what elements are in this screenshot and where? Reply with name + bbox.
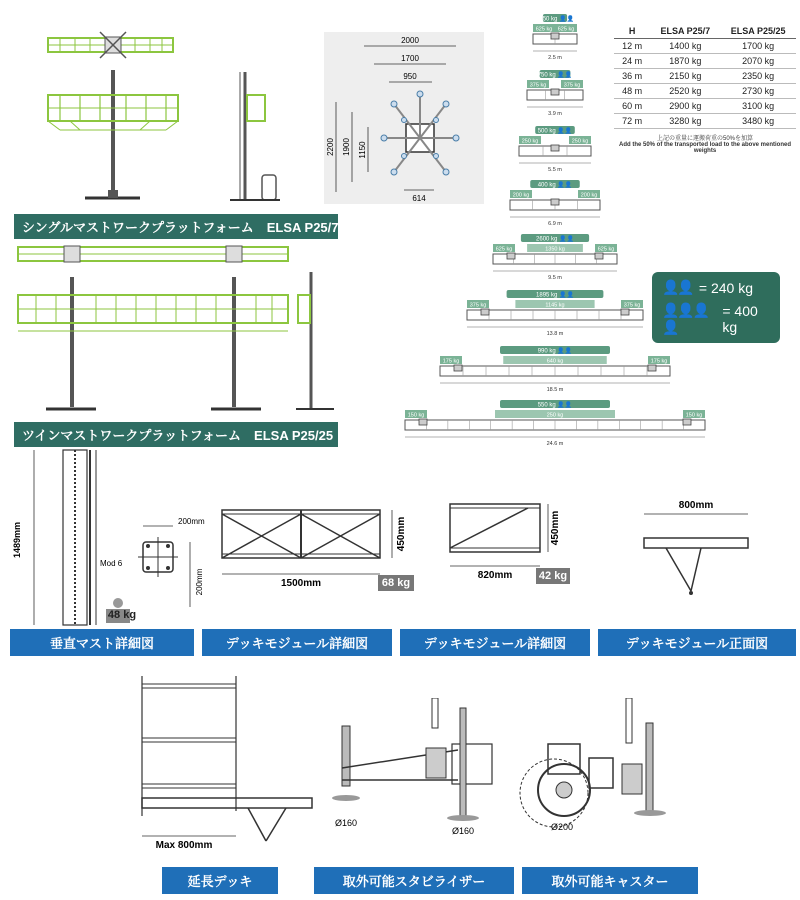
deck-detail-caption-1: デッキモジュール詳細図: [202, 629, 392, 656]
stabilizer-caption: 取外可能スタビライザー: [314, 867, 514, 894]
cell: 3480 kg: [720, 114, 796, 129]
load-side-left: 250 kg: [521, 138, 539, 145]
deck2-length: 820mm: [477, 570, 513, 581]
legend-row-two: [652, 276, 780, 299]
mast-block: [621, 309, 629, 315]
load-center-label: 640 kg: [546, 358, 564, 365]
deck-width-label: 5.5 m: [548, 167, 562, 173]
ext-deck-max: Max 800mm: [155, 840, 213, 851]
deck1-weight: 68 kg: [378, 575, 414, 591]
load-side-right: 625 kg: [597, 246, 615, 253]
table-row: [614, 39, 796, 54]
load-table-header: [614, 24, 796, 39]
cell: 12 m: [614, 39, 650, 54]
mod6-drawing: [98, 512, 218, 622]
cell: 1870 kg: [650, 54, 720, 69]
mast-block: [648, 365, 656, 371]
load-side-right: 250 kg: [571, 138, 589, 145]
deck-width-label: 3.9 m: [548, 111, 562, 117]
legend-four-value: = 400 kg: [722, 303, 758, 335]
mast-block: [551, 33, 559, 39]
cell: 2900 kg: [650, 99, 720, 114]
load-center-label: 250 kg: [546, 412, 564, 419]
cell: 1700 kg: [720, 39, 796, 54]
mast-block: [454, 365, 462, 371]
deck-width-label: 24.6 m: [546, 441, 564, 447]
deck-width-label: 13.8 m: [546, 331, 564, 337]
load-side-left: 375 kg: [469, 302, 487, 309]
deck-width-label: 18.5 m: [546, 387, 564, 393]
deck-width-label: 2.5 m: [548, 55, 562, 61]
col-h: H: [614, 24, 650, 39]
dim-1700: 1700: [401, 54, 419, 63]
cell: 72 m: [614, 114, 650, 129]
table-row: [614, 84, 796, 99]
load-total-label: 750 kg 👤👤: [537, 72, 573, 79]
mast-block: [595, 253, 603, 259]
load-total-label: 1250 kg 👤👤: [536, 16, 574, 23]
caster-d: Ø200: [550, 822, 574, 832]
mast-height-label: 1489mm: [12, 521, 22, 559]
cell: 2070 kg: [720, 54, 796, 69]
col-p25-25: ELSA P25/25: [720, 24, 796, 39]
cell: 1400 kg: [650, 39, 720, 54]
table-note-en: Add the 50% of the transported load to the above mentioned weights: [618, 142, 791, 154]
load-side-left: 625 kg: [495, 246, 513, 253]
table-row: [614, 114, 796, 129]
twin-mast-drawing: [16, 237, 336, 422]
mast-block: [419, 419, 427, 425]
deck-front-width: 800mm: [678, 500, 714, 511]
load-side-right: 175 kg: [650, 358, 668, 365]
cell: 3100 kg: [720, 99, 796, 114]
deck-detail-caption-2: デッキモジュール詳細図: [400, 629, 590, 656]
mast-block: [551, 89, 559, 95]
load-table-panel: [614, 24, 796, 154]
stabilizer-drawing: [328, 698, 498, 838]
load-total-label: 1895 kg 👤👤: [536, 292, 574, 299]
mast-block: [683, 419, 691, 425]
table-row: [614, 54, 796, 69]
dim-2200: 2200: [326, 138, 335, 156]
dim-1900: 1900: [342, 138, 351, 156]
deck-front-drawing: [636, 496, 756, 606]
mast-block: [551, 145, 559, 151]
mast-block: [507, 253, 515, 259]
load-total-label: 400 kg 👤👤: [537, 182, 573, 189]
cell: 48 m: [614, 84, 650, 99]
stab-d1: Ø160: [334, 818, 358, 828]
load-side-left: 375 kg: [529, 82, 547, 89]
deck1-length: 1500mm: [280, 578, 322, 589]
two-person-icon: 👤👤: [662, 279, 693, 295]
legend-row-four: [652, 299, 780, 339]
load-total-label: 990 kg 👤👤: [537, 348, 573, 355]
mod6-height: 200mm: [195, 568, 204, 596]
load-side-right: 375 kg: [623, 302, 641, 309]
cell: 2520 kg: [650, 84, 720, 99]
extension-deck-drawing: [136, 676, 326, 856]
cell: 2730 kg: [720, 84, 796, 99]
col-p25-7: ELSA P25/7: [650, 24, 720, 39]
load-side-left: 200 kg: [512, 192, 530, 199]
load-table: [614, 24, 796, 129]
dim-950: 950: [403, 72, 417, 81]
four-person-icon: 👤👤👤👤: [662, 302, 709, 335]
dim-2000: 2000: [401, 36, 419, 45]
cell: 60 m: [614, 99, 650, 114]
load-side-left: 625 kg: [535, 26, 553, 33]
cell: 24 m: [614, 54, 650, 69]
deck1-height: 450mm: [396, 516, 407, 552]
load-side-left: 175 kg: [442, 358, 460, 365]
load-total-label: 2600 kg 👤👤: [536, 236, 574, 243]
mod6-width: 200mm: [178, 517, 205, 526]
twin-mast-caption: ツインマストワークプラットフォーム ELSA P25/25: [14, 422, 338, 447]
caster-caption: 取外可能キャスター: [522, 867, 698, 894]
table-note-jp: 上記の重量に運搬荷重の50%を加算: [656, 136, 753, 142]
deck-front-caption: デッキモジュール正面図: [598, 629, 796, 656]
single-mast-drawing: [40, 20, 320, 215]
mast-weight: 48 kg: [107, 609, 137, 621]
table-row: [614, 69, 796, 84]
load-side-right: 200 kg: [580, 192, 598, 199]
caster-drawing: [504, 698, 684, 838]
capacity-legend: [652, 272, 780, 343]
mod6-label: Mod 6: [100, 559, 123, 568]
dim-1150: 1150: [358, 141, 367, 159]
cell: 2350 kg: [720, 69, 796, 84]
load-side-right: 150 kg: [685, 412, 703, 419]
load-side-right: 625 kg: [557, 26, 575, 33]
load-side-right: 375 kg: [563, 82, 581, 89]
extension-deck-caption: 延長デッキ: [162, 867, 278, 894]
single-mast-caption: シングルマストワークプラットフォーム ELSA P25/7: [14, 214, 338, 239]
cell: 3280 kg: [650, 114, 720, 129]
load-center-label: 1350 kg: [545, 246, 565, 253]
deck-width-label: 6.9 m: [548, 221, 562, 227]
load-total-label: 550 kg 👤👤: [537, 402, 573, 409]
cell: 36 m: [614, 69, 650, 84]
mast-block: [481, 309, 489, 315]
mast-block: [551, 199, 559, 205]
cell: 2150 kg: [650, 69, 720, 84]
vertical-mast-caption: 垂直マスト詳細図: [10, 629, 194, 656]
load-total-label: 500 kg 👤👤: [537, 128, 573, 135]
table-row: [614, 99, 796, 114]
dim-614: 614: [412, 194, 426, 203]
stab-d2: Ø160: [451, 826, 475, 836]
load-center-label: 1145 kg: [545, 302, 565, 309]
deck2-weight: 42 kg: [536, 568, 570, 584]
deck-width-label: 9.5 m: [548, 275, 562, 281]
legend-two-value: = 240 kg: [698, 279, 753, 296]
deck2-height: 450mm: [550, 510, 561, 546]
load-side-left: 150 kg: [407, 412, 425, 419]
